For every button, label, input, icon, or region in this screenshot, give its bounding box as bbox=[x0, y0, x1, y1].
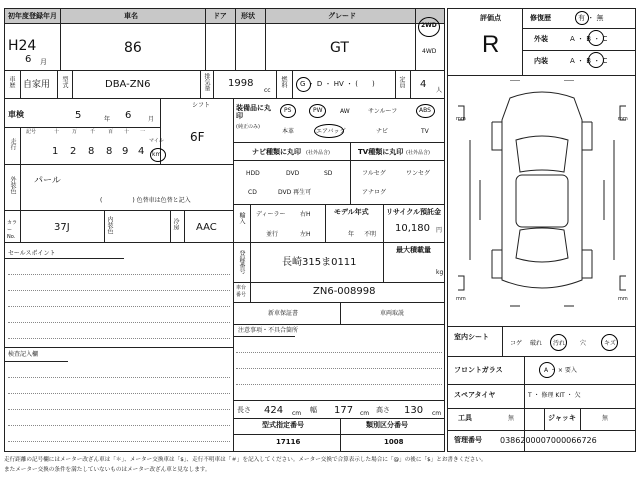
navi-cd: CD bbox=[248, 189, 257, 196]
jack-value: 無 bbox=[602, 415, 609, 422]
inspection-year: 5 bbox=[75, 110, 82, 121]
digit-hdr-2: 万 bbox=[72, 129, 78, 135]
shape-label: 形状 bbox=[241, 12, 255, 20]
navi-sd: SD bbox=[324, 170, 333, 177]
type-number-value: 17116 bbox=[276, 438, 301, 446]
equip-airbag: エアバッグ bbox=[316, 128, 346, 135]
digit-hdr-3: 千 bbox=[90, 129, 96, 135]
grade-label: グレード bbox=[328, 12, 356, 20]
recycle-yen: 円 bbox=[436, 227, 443, 234]
car-name-value: 86 bbox=[124, 40, 142, 56]
equip-pw: PW bbox=[313, 107, 323, 114]
plate-value: 長崎315ま0111 bbox=[282, 257, 357, 268]
import-right: 右H bbox=[300, 211, 311, 218]
car-kind-value: 自家用 bbox=[23, 80, 51, 90]
mileage-label: 走行 bbox=[9, 138, 16, 150]
inspection-label: 車検 bbox=[8, 110, 24, 119]
navi-hdd: HDD bbox=[246, 170, 260, 177]
seat-label: 室内シート bbox=[454, 333, 489, 341]
mm-label: mm bbox=[618, 116, 628, 122]
reg-label: 登録番号 bbox=[238, 250, 245, 274]
reg-month: 6 bbox=[25, 54, 32, 65]
reg-year: H24 bbox=[8, 38, 37, 54]
exterior-label: 外装 bbox=[534, 35, 548, 43]
seat-tear: 破れ bbox=[530, 340, 543, 347]
equip-navi: ナビ bbox=[376, 128, 389, 135]
type-number-label: 型式指定番号 bbox=[262, 421, 304, 429]
height-label: 高さ bbox=[376, 406, 390, 414]
import-parallel: 並行 bbox=[266, 231, 279, 238]
capacity-value: 4 bbox=[420, 79, 427, 90]
digit-hdr-1: 十 bbox=[54, 129, 60, 135]
shift-value: 6F bbox=[190, 130, 205, 144]
equip-aw: AW bbox=[340, 108, 350, 115]
class-number-label: 類別区分番号 bbox=[366, 421, 408, 429]
fuel-label: 燃料 bbox=[280, 76, 287, 88]
class-number-value: 1008 bbox=[384, 438, 404, 446]
exterior-grade: A ・ B ・ C bbox=[570, 35, 608, 43]
max-load-label: 最大積載量 bbox=[396, 246, 431, 254]
repair-options: 有 ・ 無 bbox=[578, 14, 604, 22]
import-left: 左H bbox=[300, 231, 311, 238]
recycle-label: リサイクル預託金 bbox=[386, 208, 442, 216]
tools-label: 工具 bbox=[458, 414, 472, 422]
model-year-unknown: 不明 bbox=[364, 231, 377, 238]
mileage-digit: 9 bbox=[122, 146, 129, 157]
mm-label: mm bbox=[618, 296, 628, 302]
disp-value: 1998 bbox=[228, 78, 254, 89]
inspection-month: 6 bbox=[125, 110, 132, 121]
capacity-label: 定員 bbox=[398, 76, 405, 88]
mm-label: mm bbox=[456, 296, 466, 302]
equip-leather: 本革 bbox=[282, 128, 295, 135]
repair-label: 修復歴 bbox=[530, 14, 551, 22]
digit-hdr-6: 一 bbox=[140, 129, 146, 135]
equip-sunroof: サンルーフ bbox=[368, 108, 398, 115]
capacity-unit: 人 bbox=[436, 87, 443, 94]
navi-dvd-play: DVD 再生可 bbox=[278, 189, 312, 196]
ac-label: 冷房 bbox=[172, 218, 179, 230]
mileage-digit: 2 bbox=[70, 146, 77, 157]
length-cm: cm bbox=[292, 410, 302, 417]
color-label: 外装色 bbox=[9, 176, 16, 194]
equip-tv: TV bbox=[421, 128, 429, 135]
inspection-tsuki: 月 bbox=[148, 116, 155, 123]
interior-color-label: 内装色 bbox=[106, 216, 113, 234]
navi-sub: (社外品含) bbox=[306, 150, 330, 156]
seat-dirt: 汚れ bbox=[553, 340, 566, 347]
drive-4wd: 4WD bbox=[422, 48, 437, 55]
disp-label: 排気量 bbox=[203, 73, 210, 91]
notes-label: 注意事項・不具合箇所 bbox=[238, 327, 299, 334]
interior-grade: A ・ B ・ C bbox=[570, 57, 608, 65]
length-value: 424 bbox=[264, 405, 284, 416]
tv-title: TV種類に丸印 bbox=[358, 148, 404, 156]
navi-title: ナビ種類に丸印 bbox=[252, 148, 301, 156]
equip-ps: PS bbox=[284, 107, 292, 114]
height-value: 130 bbox=[404, 405, 424, 416]
tv-analog: アナログ bbox=[362, 189, 387, 196]
digit-hdr-5: 十 bbox=[124, 129, 130, 135]
score-value: R bbox=[482, 31, 500, 58]
model-year-unit: 年 bbox=[348, 231, 355, 238]
seat-hole: 穴 bbox=[580, 340, 587, 347]
mileage-digit: 8 bbox=[88, 146, 95, 157]
km-unit: km bbox=[152, 151, 162, 158]
mgmt-value: 0386200007000066726 bbox=[500, 436, 597, 445]
glass-label: フロントガラス bbox=[454, 366, 503, 374]
sales-point-label: セールスポイント bbox=[8, 250, 56, 257]
inspection-nen: 年 bbox=[104, 116, 111, 123]
digit-hdr-4: 百 bbox=[108, 129, 114, 135]
manual: 車両取説 bbox=[380, 310, 405, 317]
spare-options: T ・ 修理 KIT ・ 欠 bbox=[528, 392, 581, 399]
shift-label: シフト bbox=[192, 102, 211, 109]
length-label: 長さ bbox=[237, 406, 251, 414]
color-note: ( ) 色替車は色替と記入 bbox=[100, 197, 191, 204]
mileage-digit: 8 bbox=[106, 146, 113, 157]
seat-scratch: キズ bbox=[604, 340, 616, 347]
tv-fullseg: フルセグ bbox=[362, 170, 386, 177]
color-value: パール bbox=[34, 176, 61, 186]
jack-label: ジャッキ bbox=[548, 414, 576, 422]
chassis-label: 車台番号 bbox=[236, 285, 247, 298]
mileage-digit: 4 bbox=[138, 146, 145, 157]
mgmt-label: 管理番号 bbox=[454, 436, 482, 444]
recycle-value: 10,180 bbox=[395, 223, 430, 234]
footer-note-1: 走行距離の記号欄にはメーター改ざん車は「＊」、メーター交換車は「$」、走行不明車は「＃」を記入してください。メーター交換で合算表示した場合に「@」の後に「$」とお書きください。 bbox=[4, 457, 487, 463]
car-name-label: 車名 bbox=[124, 12, 138, 20]
equip-abs: ABS bbox=[419, 107, 431, 114]
color-code-value: 37J bbox=[54, 222, 70, 233]
import-dealer: ディーラー bbox=[256, 211, 286, 218]
digit-hdr-0: 記号 bbox=[26, 129, 37, 135]
model-year-label: モデル年式 bbox=[334, 208, 369, 216]
tv-sub: (社外品含) bbox=[406, 150, 430, 156]
tv-oneseg: ワンセグ bbox=[406, 170, 431, 177]
chassis-value: ZN6-008998 bbox=[313, 286, 376, 297]
glass-options: A ・ × 要入 bbox=[544, 367, 577, 374]
spare-label: スペアタイヤ bbox=[454, 391, 496, 399]
height-cm: cm bbox=[432, 410, 442, 417]
inspector-label: 検査記入欄 bbox=[8, 351, 39, 358]
equip-sub: (純正のみ) bbox=[236, 124, 260, 130]
mm-label: mm bbox=[456, 116, 466, 122]
tools-value: 無 bbox=[508, 415, 515, 422]
ac-value: AAC bbox=[196, 222, 217, 233]
reg-date-label: 初年度登録年月 bbox=[8, 12, 57, 20]
drive-2wd: 2WD bbox=[421, 22, 437, 29]
model-value: DBA-ZN6 bbox=[105, 79, 151, 90]
navi-dvd: DVD bbox=[286, 170, 300, 177]
doors-label: ドア bbox=[213, 12, 227, 20]
grade-value: GT bbox=[330, 40, 349, 56]
width-label: 幅 bbox=[310, 406, 317, 414]
form-outer bbox=[4, 8, 445, 452]
max-load-kg: kg bbox=[436, 269, 444, 276]
disp-cc: cc bbox=[264, 87, 271, 94]
seat-burn: コゲ bbox=[510, 340, 523, 347]
model-label: 型式 bbox=[61, 76, 68, 88]
new-warranty: 新車保証書 bbox=[268, 310, 299, 317]
import-label: 輸入 bbox=[238, 212, 245, 224]
mileage-digit: 1 bbox=[52, 146, 59, 157]
score-label: 評価点 bbox=[480, 14, 501, 22]
mile-unit: マイル bbox=[149, 138, 164, 144]
reg-month-unit: 月 bbox=[40, 58, 47, 66]
car-damage-diagram bbox=[450, 80, 634, 320]
width-cm: cm bbox=[360, 410, 370, 417]
width-value: 177 bbox=[334, 405, 354, 416]
car-kind-label: 車歴 bbox=[8, 76, 15, 88]
equip-title: 装備品に丸印 bbox=[236, 104, 271, 120]
footer-note-2: またメーター交換の条件を満たしていないものはメーター改ざん車と見なします。 bbox=[4, 467, 211, 473]
color-code-label: カラー No. bbox=[7, 220, 18, 240]
fuel-options: G ・ D ・ HV ・ ( ) bbox=[300, 80, 375, 88]
interior-label: 内装 bbox=[534, 57, 548, 65]
